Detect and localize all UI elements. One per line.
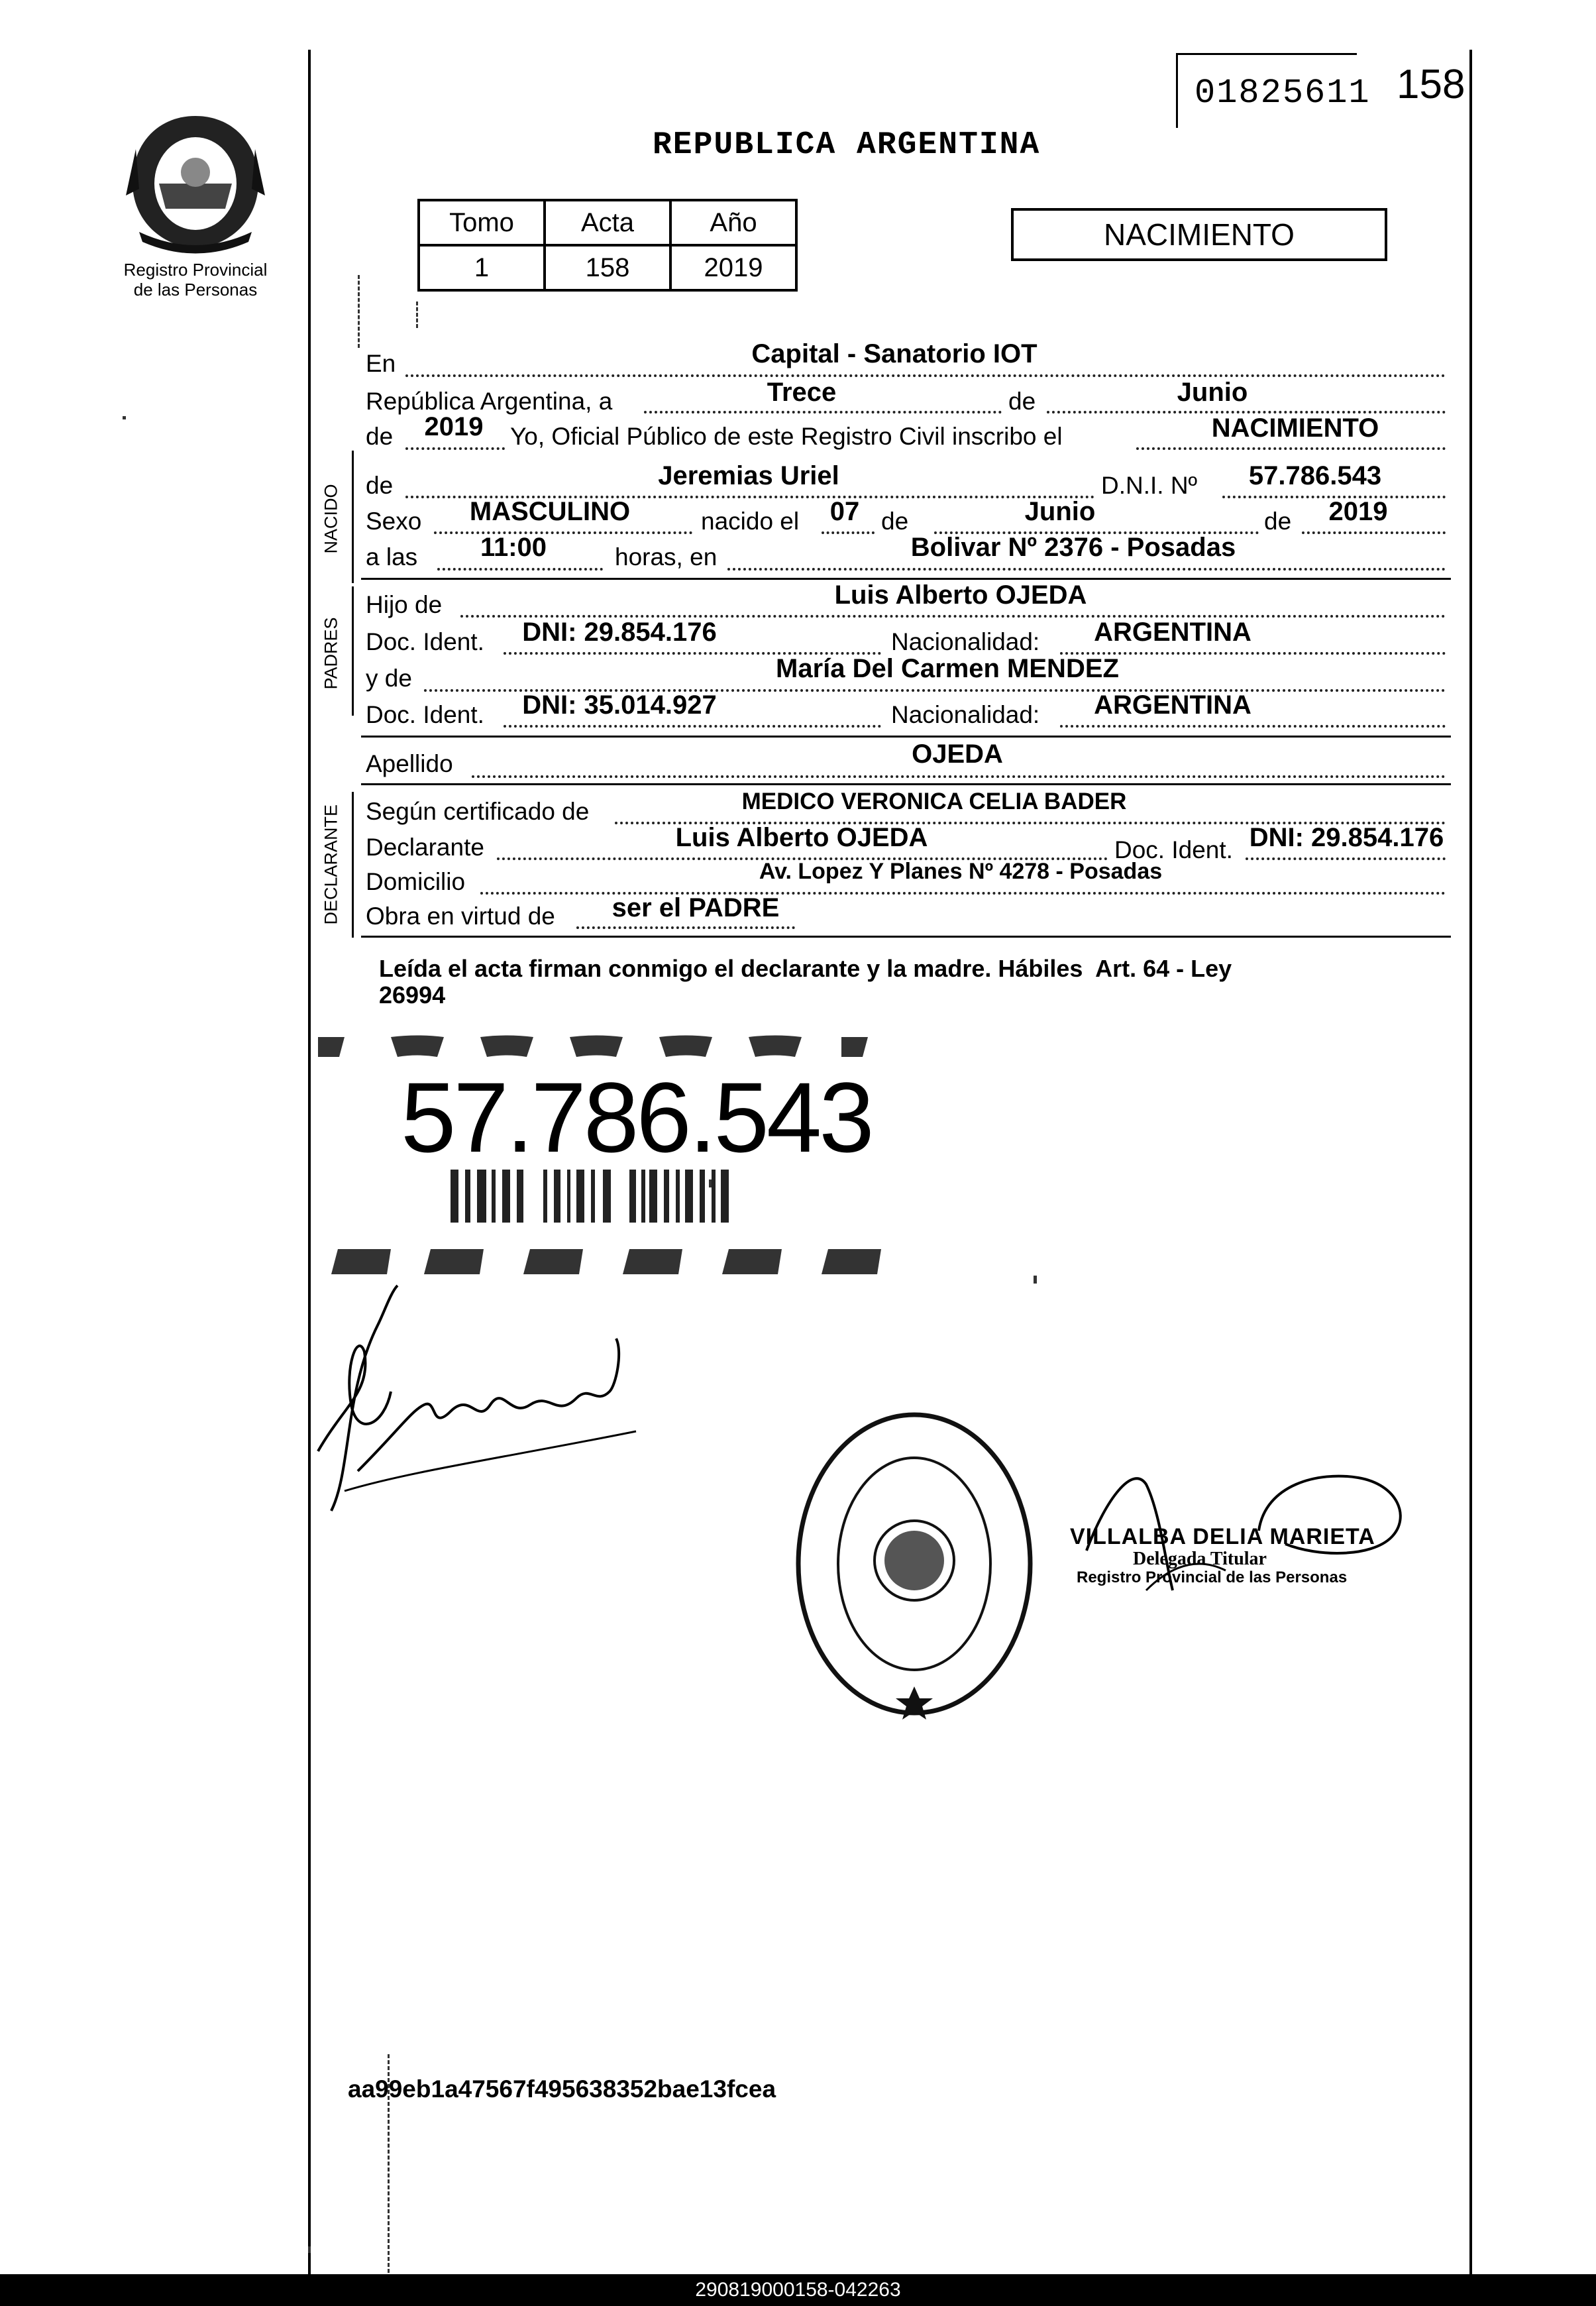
value-acto: NACIMIENTO [1211,413,1379,443]
label-declarante: Declarante [366,834,484,861]
value-lugar: Capital - Sanatorio IOT [751,339,1037,368]
value-apellido: OJEDA [912,740,1003,769]
serial-number: 01825611 [1195,74,1371,113]
padres-section-line [352,586,354,716]
value-anio-nac: 2019 [1328,497,1388,526]
value-padre: Luis Alberto OJEDA [834,580,1087,610]
official-block [1070,1524,1454,1587]
dots-hora [437,568,603,571]
official-office: Registro Provincial de las Personas [1077,1568,1348,1586]
value-lugar-nac: Bolivar Nº 2376 - Posadas [910,533,1236,562]
value-mes-nac: Junio [1024,497,1096,526]
dots-lugar-nac [727,568,1446,571]
closing-text-line1: Leída el acta firman conmigo el declarante y la madre. Hábiles Art. 64 - Ley [379,955,1232,982]
dots-anio-nac [1302,531,1446,534]
left-margin-line [308,50,311,2276]
acta-value-anio: 2019 [670,245,796,290]
label-y-de: y de [366,665,412,692]
label-de-name: de [366,472,394,499]
value-virtud: ser el PADRE [612,893,780,922]
value-padre-dni: DNI: 29.854.176 [522,618,717,647]
serial-number-stamp [1176,53,1371,128]
dni-sticker [318,1030,901,1289]
label-de-b2: de [1264,508,1292,535]
value-anio: 2019 [424,412,484,441]
value-dia-texto: Trece [767,378,837,407]
value-padre-nac: ARGENTINA [1094,618,1251,647]
label-dni-no: D.N.I. Nº [1101,472,1198,499]
registry-name [93,260,298,300]
value-domicilio: Av. Lopez Y Planes Nº 4278 - Posadas [759,859,1163,884]
value-madre-nac: ARGENTINA [1094,690,1251,720]
label-doc-ident-padre: Doc. Ident. [366,628,484,655]
mark-dot-1 [123,416,126,419]
label-de-b1: de [881,508,909,535]
side-label-nacido: NACIDO [321,484,341,554]
declarant-signature [305,1272,663,1537]
dots-year [405,447,505,450]
mark-dot-4 [308,2246,311,2253]
record-type: NACIMIENTO [1104,217,1295,252]
hash-vertical-dash [388,2054,390,2273]
record-type-box [1011,208,1387,261]
footer-code: 290819000158-042263 [695,2279,901,2301]
dots-acto [1136,447,1446,450]
label-de-year: de [366,423,394,450]
acta-header-anio: Año [670,200,796,245]
dots-republica [644,411,1002,413]
form-vertical-dash-2 [416,302,418,328]
value-certificado: MEDICO VERONICA CELIA BADER [741,789,1127,814]
acta-value-tomo: 1 [419,245,545,290]
dots-apellido [472,775,1446,778]
declarante-section-line [352,792,354,938]
label-nacionalidad-madre: Nacionalidad: [891,701,1040,728]
label-hijo-de: Hijo de [366,591,443,618]
official-seal [788,1405,1040,1723]
acta-value-acta: 158 [545,245,670,290]
page-number: 158 [1397,62,1465,107]
label-horas-en: horas, en [615,543,718,571]
footer-bar [0,2274,1596,2306]
label-nacionalidad-padre: Nacionalidad: [891,628,1040,655]
dni-sticker-number: 57.786.543 [401,1062,872,1173]
label-nacido-el: nacido el [701,508,800,535]
value-madre: María Del Carmen MENDEZ [776,654,1119,683]
acta-header-acta: Acta [545,200,670,245]
dots-virtud [576,926,795,929]
acta-table [417,199,798,292]
value-nombre: Jeremias Uriel [658,461,839,490]
label-en: En [366,350,396,377]
value-madre-dni: DNI: 35.014.927 [522,690,717,720]
mark-dot-2 [1034,1276,1037,1284]
dots-madre-nac [1060,725,1446,728]
country-title: REPUBLICA ARGENTINA [653,127,1041,163]
side-label-declarante: DECLARANTE [321,804,341,925]
dots-dia-nac [822,531,875,534]
divider-apellido-declarante [361,783,1451,785]
label-yo-oficial: Yo, Oficial Público de este Registro Civil inscribo el [510,423,1063,450]
closing-text-line2: 26994 [379,981,446,1009]
divider-declarante-end [361,936,1451,938]
value-dni: 57.786.543 [1248,461,1382,490]
official-name: VILLALBA DELIA MARIETA [1070,1524,1375,1549]
label-sexo: Sexo [366,508,422,535]
nacido-section-line [352,451,354,583]
divider-padres-apellido [361,736,1451,738]
value-declarante: Luis Alberto OJEDA [675,823,928,852]
dots-en [405,374,1446,377]
dots-declarante-dni [1246,857,1446,860]
value-sexo: MASCULINO [469,497,631,526]
label-apellido: Apellido [366,750,453,777]
label-doc-ident-madre: Doc. Ident. [366,701,484,728]
right-margin-line [1469,50,1472,2276]
label-republica: República Argentina, a [366,388,613,415]
dots-madre-dni [504,725,881,728]
label-a-las: a las [366,543,418,571]
acta-header-tomo: Tomo [419,200,545,245]
closing-text [379,956,1232,1009]
coat-of-arms-logo [119,109,272,255]
side-label-padres: PADRES [321,617,341,690]
official-role: Delegada Titular [1133,1549,1267,1569]
form-vertical-dash [358,275,360,348]
registry-name-line2: de las Personas [133,280,258,300]
value-dia-nac: 07 [829,497,860,526]
divider-nacido-padres [361,578,1451,580]
value-hora: 11:00 [480,533,547,562]
label-doc-ident-declarante: Doc. Ident. [1114,836,1233,863]
mark-dot-3 [709,1180,712,1187]
label-de-month: de [1008,388,1036,415]
value-mes: Junio [1177,378,1248,407]
label-domicilio: Domicilio [366,868,466,895]
document-hash: aa99eb1a47567f495638352bae13fcea [348,2075,776,2103]
registry-name-line1: Registro Provincial [123,260,268,280]
label-segun-certificado: Según certificado de [366,798,590,825]
value-declarante-dni: DNI: 29.854.176 [1249,823,1444,852]
label-obra-en-virtud: Obra en virtud de [366,903,555,930]
